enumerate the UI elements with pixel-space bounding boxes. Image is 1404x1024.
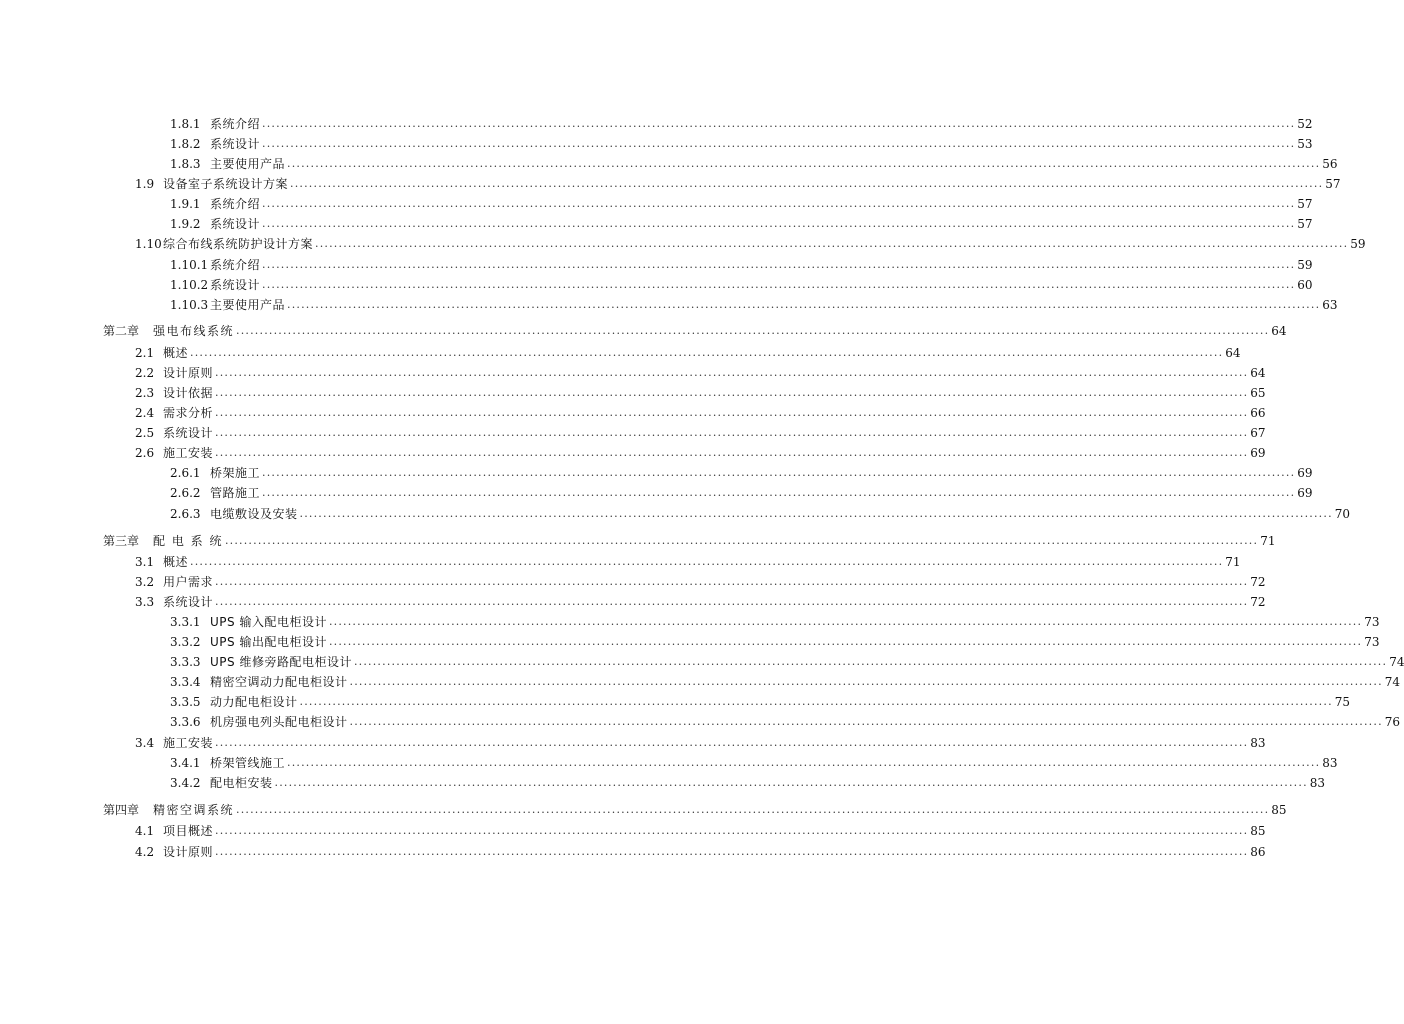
toc-title: 设计原则 <box>163 845 214 859</box>
toc-page-number: 72 <box>1250 595 1266 609</box>
toc-number: 3.4 <box>135 736 155 750</box>
toc-title: UPS 维修旁路配电柜设计 <box>210 655 352 669</box>
toc-page-number: 71 <box>1225 555 1241 569</box>
toc-page-number: 73 <box>1364 615 1380 629</box>
toc-number: 1.8.3 <box>170 157 201 171</box>
toc-title: 精密空调系统 <box>153 803 235 817</box>
toc-page-number: 64 <box>1271 324 1287 338</box>
toc-title: 系统设计 <box>163 426 214 440</box>
toc-page-number: 70 <box>1334 507 1351 521</box>
toc-number: 3.3.2 <box>170 635 201 649</box>
toc-number: 第四章 <box>103 803 140 817</box>
dot-leader: ............................................................................................................................................................................................................................ <box>262 197 1296 210</box>
dot-leader: ............................................................................................................................................................................................................................ <box>215 845 1249 858</box>
toc-title: 配 电 系 统 <box>153 534 223 548</box>
toc-entry[interactable] <box>135 382 1266 400</box>
dot-leader: ............................................................................................................................................................................................................................ <box>215 406 1249 419</box>
toc-page-number: 53 <box>1297 137 1313 151</box>
toc-number: 3.3.5 <box>170 695 201 709</box>
toc-number: 第二章 <box>103 324 140 338</box>
toc-number: 1.9 <box>135 177 155 191</box>
toc-entry[interactable] <box>170 631 1380 649</box>
toc-title: 设计依据 <box>163 386 214 400</box>
toc-page-number: 71 <box>1260 534 1276 548</box>
toc-number: 2.6.3 <box>170 507 201 521</box>
toc-title: 用户需求 <box>163 575 214 589</box>
toc-entry[interactable] <box>170 772 1326 790</box>
toc-title: 桥架管线施工 <box>210 756 286 770</box>
dot-leader: ............................................................................................................................................................................................................................ <box>215 446 1249 459</box>
toc-entry[interactable] <box>135 820 1266 838</box>
toc-chapter[interactable] <box>103 799 1287 817</box>
toc-number: 1.8.2 <box>170 137 201 151</box>
toc-number: 1.10.2 <box>170 278 209 292</box>
toc-page-number: 59 <box>1297 258 1313 272</box>
dot-leader: ............................................................................................................................................................................................................................ <box>353 655 1388 668</box>
toc-entry[interactable] <box>170 133 1313 151</box>
toc-title: UPS 输入配电柜设计 <box>210 615 327 629</box>
toc-entry[interactable] <box>135 402 1266 420</box>
dot-leader: ............................................................................................................................................................................................................................ <box>290 177 1324 190</box>
toc-number: 2.3 <box>135 386 155 400</box>
toc-title: 系统介绍 <box>210 197 261 211</box>
toc-title: UPS 输出配电柜设计 <box>210 635 327 649</box>
toc-title: 主要使用产品 <box>210 157 286 171</box>
dot-leader: ............................................................................................................................................................................................................................ <box>215 736 1249 749</box>
toc-page-number: 69 <box>1297 466 1313 480</box>
toc-page-number: 83 <box>1322 756 1338 770</box>
toc-entry[interactable] <box>135 591 1266 609</box>
toc-title: 需求分析 <box>163 406 214 420</box>
dot-leader: ............................................................................................................................................................................................................................ <box>224 534 1259 547</box>
toc-chapter[interactable] <box>103 530 1276 548</box>
toc-entry[interactable] <box>135 442 1266 460</box>
toc-entry[interactable] <box>135 173 1341 191</box>
dot-leader: ............................................................................................................................................................................................................................ <box>287 157 1321 170</box>
toc-entry[interactable] <box>170 113 1313 131</box>
toc-page-number: 69 <box>1297 486 1313 500</box>
dot-leader: ............................................................................................................................................................................................................................ <box>262 486 1296 499</box>
toc-number: 1.10 <box>135 237 162 251</box>
toc-entry[interactable] <box>135 362 1266 380</box>
toc-title: 系统设计 <box>210 137 261 151</box>
toc-title: 项目概述 <box>163 824 214 838</box>
toc-title: 电缆敷设及安装 <box>210 507 298 521</box>
toc-number: 3.4.1 <box>170 756 201 770</box>
toc-title: 动力配电柜设计 <box>210 695 298 709</box>
toc-entry[interactable] <box>135 422 1266 440</box>
dot-leader: ............................................................................................................................................................................................................................ <box>236 324 1270 337</box>
toc-entry[interactable] <box>170 611 1380 629</box>
toc-page-number: 86 <box>1250 845 1266 859</box>
toc-page-number: 56 <box>1322 157 1338 171</box>
dot-leader: ............................................................................................................................................................................................................................ <box>262 278 1296 291</box>
dot-leader: ............................................................................................................................................................................................................................ <box>349 675 1383 688</box>
toc-page-number: 63 <box>1322 298 1338 312</box>
toc-chapter[interactable] <box>103 320 1287 338</box>
dot-leader: ............................................................................................................................................................................................................................ <box>262 137 1296 150</box>
toc-title: 桥架施工 <box>210 466 261 480</box>
dot-leader: ............................................................................................................................................................................................................................ <box>215 595 1249 608</box>
dot-leader: ............................................................................................................................................................................................................................ <box>215 386 1249 399</box>
toc-page-number: 69 <box>1250 446 1266 460</box>
toc-title: 系统设计 <box>163 595 214 609</box>
dot-leader: ............................................................................................................................................................................................................................ <box>287 756 1321 769</box>
toc-number: 3.3.3 <box>170 655 201 669</box>
toc-entry[interactable] <box>170 153 1338 171</box>
dot-leader: ............................................................................................................................................................................................................................ <box>287 298 1321 311</box>
toc-entry[interactable] <box>170 254 1313 272</box>
dot-leader: ............................................................................................................................................................................................................................ <box>349 715 1383 728</box>
toc-number: 2.6.2 <box>170 486 201 500</box>
toc-entry[interactable] <box>135 732 1266 750</box>
toc-number: 2.1 <box>135 346 155 360</box>
toc-entry[interactable] <box>170 274 1313 292</box>
toc-title: 施工安装 <box>163 446 214 460</box>
toc-number: 第三章 <box>103 534 140 548</box>
dot-leader: ............................................................................................................................................................................................................................ <box>190 346 1224 359</box>
toc-page-number: 74 <box>1384 675 1401 689</box>
toc-page-number: 83 <box>1250 736 1266 750</box>
toc-entry[interactable] <box>170 213 1313 231</box>
toc-number: 1.8.1 <box>170 117 201 131</box>
toc-entry[interactable] <box>135 342 1241 360</box>
toc-entry[interactable] <box>135 233 1366 251</box>
toc-page-number: 72 <box>1250 575 1266 589</box>
toc-page-number: 85 <box>1250 824 1266 838</box>
dot-leader: ............................................................................................................................................................................................................................ <box>262 117 1296 130</box>
toc-title: 精密空调动力配电柜设计 <box>210 675 348 689</box>
toc-page-number: 73 <box>1364 635 1380 649</box>
toc-number: 3.1 <box>135 555 155 569</box>
toc-page-number: 75 <box>1334 695 1351 709</box>
toc-number: 1.9.2 <box>170 217 201 231</box>
toc-page-number: 83 <box>1309 776 1326 790</box>
toc-number: 2.5 <box>135 426 155 440</box>
dot-leader: ............................................................................................................................................................................................................................ <box>215 366 1249 379</box>
toc-number: 3.3 <box>135 595 155 609</box>
dot-leader: ............................................................................................................................................................................................................................ <box>328 635 1363 648</box>
toc-title: 系统设计 <box>210 217 261 231</box>
toc-entry[interactable] <box>135 841 1266 859</box>
dot-leader: ............................................................................................................................................................................................................................ <box>328 615 1363 628</box>
toc-title: 配电柜安装 <box>210 776 273 790</box>
toc-title: 系统设计 <box>210 278 261 292</box>
toc-number: 3.4.2 <box>170 776 201 790</box>
dot-leader: ............................................................................................................................................................................................................................ <box>262 217 1296 230</box>
toc-entry[interactable] <box>135 551 1241 569</box>
toc-title: 系统介绍 <box>210 258 261 272</box>
toc-page-number: 76 <box>1384 715 1401 729</box>
toc-page-number: 60 <box>1297 278 1313 292</box>
toc-number: 4.1 <box>135 824 155 838</box>
toc-page-number: 85 <box>1271 803 1287 817</box>
toc-entry[interactable] <box>170 651 1404 669</box>
toc-title: 系统介绍 <box>210 117 261 131</box>
toc-entry[interactable] <box>170 671 1401 689</box>
toc-number: 1.10.3 <box>170 298 209 312</box>
dot-leader: ............................................................................................................................................................................................................................ <box>215 824 1249 837</box>
toc-number: 2.6.1 <box>170 466 201 480</box>
toc-entry[interactable] <box>170 752 1338 770</box>
toc-page-number: 59 <box>1350 237 1366 251</box>
toc-number: 2.4 <box>135 406 155 420</box>
dot-leader: ............................................................................................................................................................................................................................ <box>215 426 1249 439</box>
toc-entry[interactable] <box>170 691 1351 709</box>
toc-title: 设备室子系统设计方案 <box>163 177 289 191</box>
toc-title: 管路施工 <box>210 486 261 500</box>
toc-title: 概述 <box>163 346 189 360</box>
toc-entry[interactable] <box>170 503 1351 521</box>
dot-leader: ............................................................................................................................................................................................................................ <box>262 258 1296 271</box>
toc-page-number: 66 <box>1250 406 1266 420</box>
toc-title: 综合布线系统防护设计方案 <box>163 237 314 251</box>
toc-title: 强电布线系统 <box>153 324 235 338</box>
toc-number: 3.3.4 <box>170 675 201 689</box>
toc-number: 2.2 <box>135 366 155 380</box>
toc-page-number: 57 <box>1297 197 1313 211</box>
dot-leader: ............................................................................................................................................................................................................................ <box>274 776 1308 789</box>
toc-page-number: 57 <box>1297 217 1313 231</box>
toc-number: 3.2 <box>135 575 155 589</box>
dot-leader: ............................................................................................................................................................................................................................ <box>236 803 1270 816</box>
toc-page-number: 65 <box>1250 386 1266 400</box>
toc-entry[interactable] <box>170 711 1401 729</box>
toc-page-number: 74 <box>1389 655 1404 669</box>
dot-leader: ............................................................................................................................................................................................................................ <box>262 466 1296 479</box>
toc-page-number: 64 <box>1225 346 1241 360</box>
toc-page-number: 67 <box>1250 426 1266 440</box>
toc-page-number: 57 <box>1325 177 1341 191</box>
toc-page-number: 64 <box>1250 366 1266 380</box>
dot-leader: ............................................................................................................................................................................................................................ <box>299 507 1333 520</box>
toc-entry[interactable] <box>170 193 1313 211</box>
toc-title: 概述 <box>163 555 189 569</box>
toc-number: 4.2 <box>135 845 155 859</box>
toc-page-number: 52 <box>1297 117 1313 131</box>
toc-entry[interactable] <box>170 462 1313 480</box>
dot-leader: ............................................................................................................................................................................................................................ <box>190 555 1224 568</box>
toc-number: 2.6 <box>135 446 155 460</box>
toc-number: 3.3.6 <box>170 715 201 729</box>
toc-entry[interactable] <box>170 482 1313 500</box>
toc-title: 设计原则 <box>163 366 214 380</box>
dot-leader: ............................................................................................................................................................................................................................ <box>315 237 1349 250</box>
dot-leader: ............................................................................................................................................................................................................................ <box>215 575 1249 588</box>
toc-title: 机房强电列头配电柜设计 <box>210 715 348 729</box>
toc-number: 1.9.1 <box>170 197 201 211</box>
toc-number: 3.3.1 <box>170 615 201 629</box>
toc-number: 1.10.1 <box>170 258 209 272</box>
toc-entry[interactable] <box>135 571 1266 589</box>
toc-entry[interactable] <box>170 294 1338 312</box>
dot-leader: ............................................................................................................................................................................................................................ <box>299 695 1333 708</box>
toc-title: 施工安装 <box>163 736 214 750</box>
toc-title: 主要使用产品 <box>210 298 286 312</box>
